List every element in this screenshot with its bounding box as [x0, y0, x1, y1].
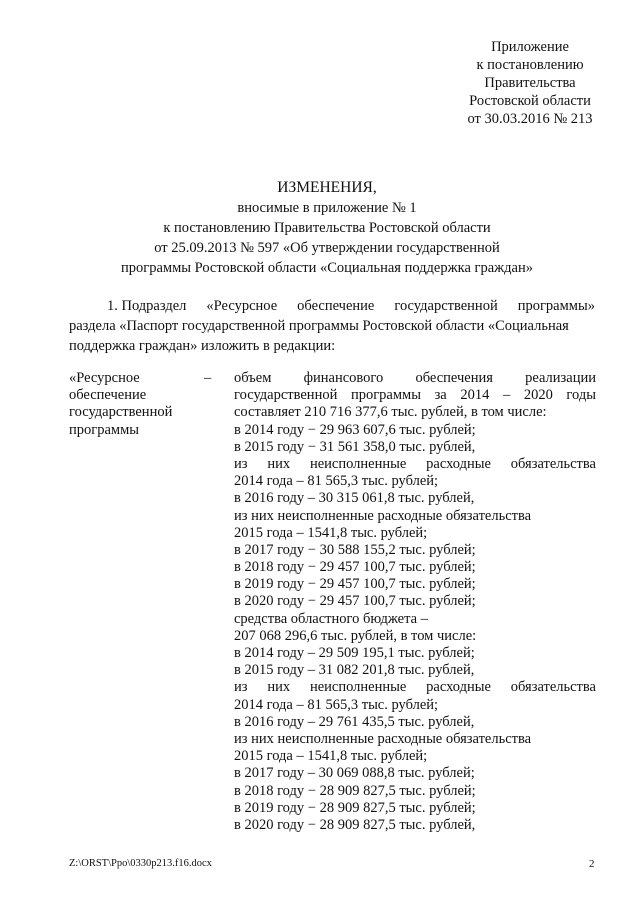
resources-row: в 2015 году − 31 561 358,0 тыс. рублей, — [234, 438, 476, 455]
resources-row — [234, 679, 596, 696]
word: них — [267, 455, 291, 472]
file-path-footer: Z:\ORST\Ppo\0330p213.f16.docx — [69, 858, 212, 869]
section-label-line: государственной — [69, 404, 173, 421]
word: финансового — [303, 370, 384, 386]
word: 1. Подраздел — [107, 298, 187, 314]
appendix-line: Правительства — [484, 75, 576, 91]
resources-row: в 2020 году − 29 457 100,7 тыс. рублей; — [234, 593, 476, 610]
resources-row: из них неисполненные расходные обязательства — [234, 507, 532, 524]
resources-row: в 2019 году − 28 909 827,5 тыс. рублей; — [234, 799, 476, 816]
resources-row: в 2016 году – 29 761 435,5 тыс. рублей, — [234, 713, 475, 730]
resources-row: в 2018 году − 28 909 827,5 тыс. рублей; — [234, 782, 476, 799]
word: обеспечение — [297, 298, 375, 314]
resources-row: 207 068 296,6 тыс. рублей, в том числе: — [234, 627, 477, 644]
resources-row: в 2016 году – 30 315 061,8 тыс. рублей, — [234, 490, 475, 507]
appendix-line: Приложение — [491, 39, 569, 55]
word: обеспечения — [415, 370, 493, 386]
word: за — [434, 387, 447, 404]
word: неисполненные — [309, 679, 407, 696]
word: государственной — [234, 387, 338, 404]
intro-line-2: раздела «Паспорт государственной программы Ростовской области «Социальная — [69, 318, 569, 334]
resources-row: в 2020 году − 28 909 827,5 тыс. рублей, — [234, 816, 476, 833]
word: неисполненные — [309, 455, 407, 472]
word: программы — [350, 387, 421, 404]
page-number: 2 — [589, 858, 595, 870]
appendix-line: от 30.03.2016 № 213 — [467, 111, 593, 127]
word: обязательства — [510, 455, 596, 472]
resources-row: из них неисполненные расходные обязательства — [234, 730, 532, 747]
document-title: ИЗМЕНЕНИЯ, — [277, 179, 377, 196]
resources-text — [234, 370, 596, 834]
word: расходные — [426, 455, 491, 472]
word: расходные — [426, 679, 491, 696]
resources-row: в 2014 году – 29 509 195,1 тыс. рублей; — [234, 645, 475, 661]
word: из — [234, 679, 248, 696]
heading-line: от 25.09.2013 № 597 «Об утверждении государственной — [154, 240, 500, 256]
word: обязательства — [510, 679, 596, 696]
appendix-line: к постановлению — [476, 57, 584, 73]
heading-line: к постановлению Правительства Ростовской области — [163, 220, 491, 236]
intro-paragraph — [69, 296, 595, 356]
word: объем — [234, 370, 272, 386]
resources-row: в 2017 году – 30 069 088,8 тыс. рублей; — [234, 765, 475, 782]
resources-row: составляет 210 716 377,6 тыс. рублей, в том числе: — [234, 404, 547, 421]
section-label-line: «Ресурсное — [69, 370, 140, 386]
resources-row: в 2019 году − 29 457 100,7 тыс. рублей; — [234, 576, 476, 593]
word: реализации — [525, 370, 596, 386]
word: программы» — [517, 298, 595, 314]
word: 2020 — [523, 387, 553, 404]
heading-line: программы Ростовской области «Социальная поддержка граждан» — [121, 260, 533, 276]
word: «Ресурсное — [206, 298, 278, 314]
intro-line-1 — [69, 296, 595, 316]
heading-line: вносимые в приложение № 1 — [237, 200, 417, 216]
section-label — [69, 370, 199, 439]
word: 2014 — [460, 387, 490, 404]
resources-row: 2015 года – 1541,8 тыс. рублей; — [234, 524, 428, 541]
word: – — [502, 387, 511, 404]
section-label-line: обеспечение — [69, 387, 147, 404]
resources-row: средства областного бюджета – — [234, 610, 428, 627]
resources-row — [234, 456, 596, 473]
intro-line-3: поддержка граждан» изложить в редакции: — [69, 338, 336, 354]
resources-row: 2015 года – 1541,8 тыс. рублей; — [234, 748, 428, 765]
resources-row: в 2015 году – 31 082 201,8 тыс. рублей, — [234, 662, 475, 679]
resources-row: в 2017 году − 30 588 155,2 тыс. рублей; — [234, 541, 476, 558]
document-heading — [60, 178, 594, 278]
resources-row — [234, 387, 596, 404]
section-label-line: программы — [69, 421, 139, 438]
resources-row: в 2014 году − 29 963 607,6 тыс. рублей; — [234, 421, 476, 438]
word: них — [267, 679, 291, 696]
resources-row: 2014 года – 81 565,3 тыс. рублей; — [234, 473, 439, 490]
label-dash: – — [204, 370, 212, 386]
resources-row — [234, 370, 596, 387]
appendix-line: Ростовской области — [469, 93, 591, 109]
resources-row: 2014 года – 81 565,3 тыс. рублей; — [234, 696, 439, 713]
word: из — [234, 455, 248, 472]
word: государственной — [394, 298, 498, 314]
appendix-reference — [400, 38, 640, 128]
word: годы — [566, 387, 596, 404]
resources-row: в 2018 году − 29 457 100,7 тыс. рублей; — [234, 559, 476, 576]
